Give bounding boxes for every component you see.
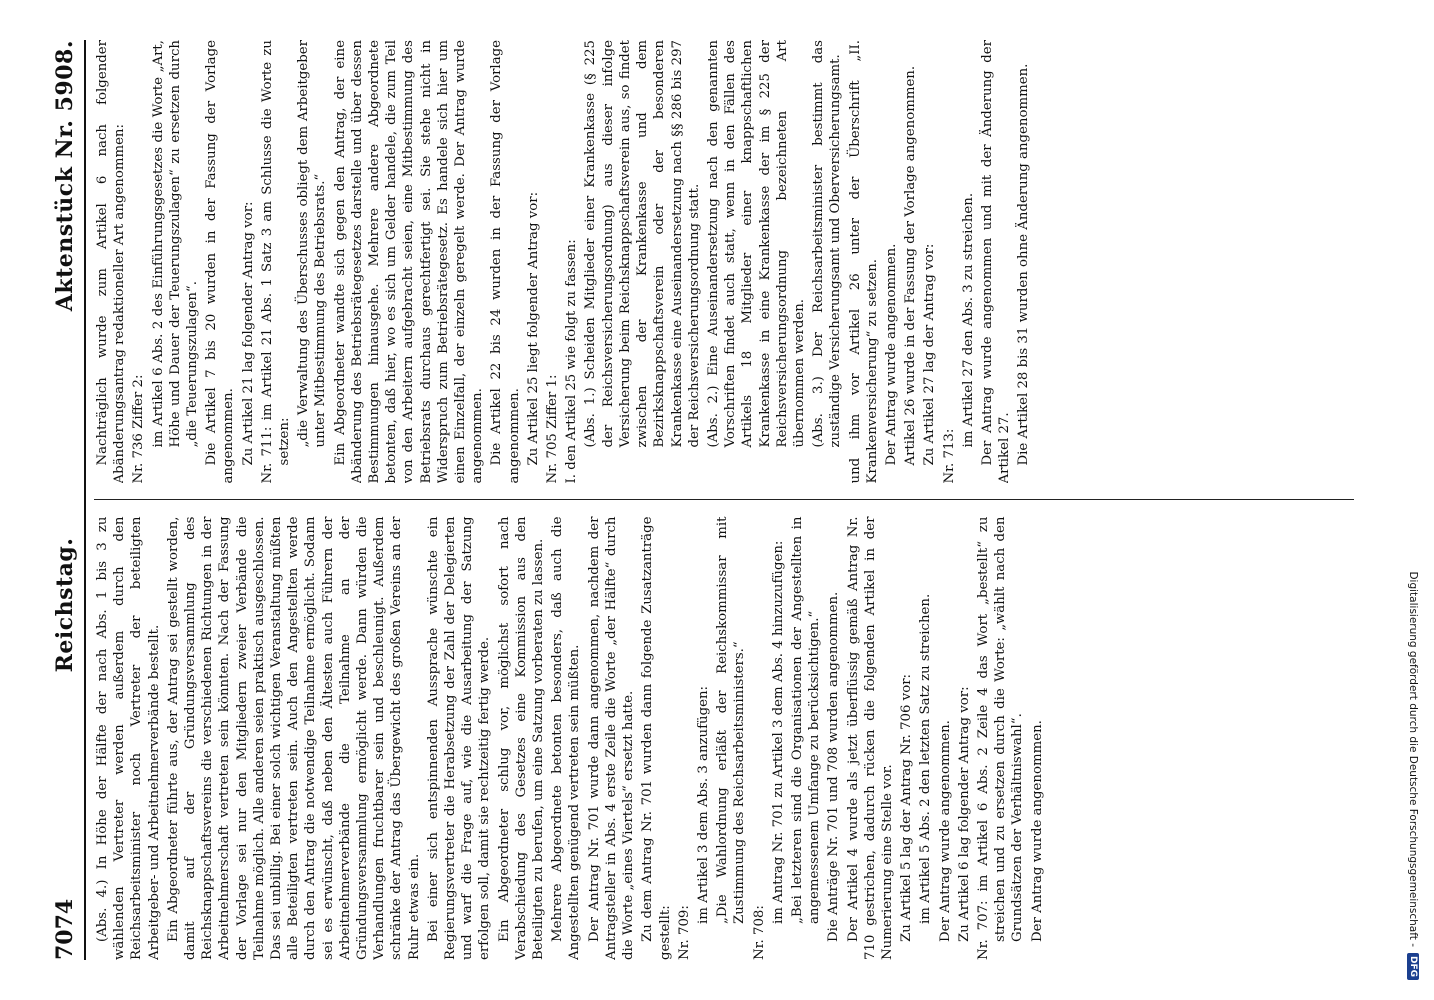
paragraph: Nr. 711: im Artikel 21 Abs. 1 Satz 3 am Schlusse die Worte zu setzen: [259, 40, 293, 484]
paragraph: Ein Abgeordneter wandte sich gegen den Antrag, der eine Abänderung des Betriebsrätegesetzes darstelle und über dessen Bestimmungen hinausgehe. Mehrere andere Abgeordnete betonten, daß hier, wo es sich um Gelder handele, die zum Teil von den Arbeitern aufgebracht seien, eine Mitbestimmung des Betriebsrats durchaus gerechtfertigt sei. Sie stehe nicht in Widerspruch zum Betriebsrätegesetz. Es handele sich hier um einen Einzelfall, der einzeln geregelt werde. Der Antrag wurde angenommen. [332, 40, 486, 484]
paragraph: Der Antrag wurde angenommen und mit der Änderung der Artikel 27. [979, 40, 1013, 484]
paragraph: Ein Abgeordneter führte aus, der Antrag sei gestellt worden, damit auf der Gründungsversammlung des Reichsknappschaftsvereins die verschiedenen Richtungen in der Arbeitnehmerschaft vertreten sein könnten. Nach der Fassung der Vorlage sei nur den Mitgliedern zweier Verbände die Teilnahme möglich. Alle anderen seien praktisch ausgeschlossen. Das sei unbillig. Bei einer solch wichtigen Veranstaltung müßten alle Beteiligten vertreten sein. Auch den Angestellten werde durch den Antrag die notwendige Teilnahme ermöglicht. Sodann sei es erwünscht, daß neben den Ältesten auch Führern der Arbeitnehmerverbände die Teilnahme an der Gründungsversammlung ermöglicht werde. Dann würden die Verhandlungen fruchtbarer sein und beschleunigt. Außerdem schränke der Antrag das Übergewicht des großen Vereins an der Ruhr etwas ein. [165, 516, 422, 960]
right-column [94, 40, 1354, 484]
paragraph: (Abs. 3.) Der Reichsarbeitsminister bestimmt das zuständige Versicherungsamt und Oberversicherungsamt. [811, 40, 844, 448]
left-column [94, 517, 1354, 961]
paragraph: im Artikel 3 dem Abs. 3 anzufügen: [695, 686, 711, 924]
header-left-title: Reichstag. [52, 537, 78, 673]
paragraph: Die Anträge Nr. 701 und 708 wurden angenommen. [826, 591, 842, 942]
paragraph: Der Antrag wurde angenommen. [1029, 720, 1045, 942]
header-right-title: Aktenstück Nr. 5908. [52, 40, 78, 312]
paragraph: Die Artikel 22 bis 24 wurden in der Fassung der Vorlage angenommen. [489, 40, 522, 484]
dfg-logo: DFG [1407, 953, 1419, 980]
paragraph: I. den Artikel 25 wie folgt zu fassen: [564, 239, 580, 484]
paragraph: und ihm vor Artikel 26 unter der Überschrift „II. Krankenversicherung“ zu setzen. [847, 40, 880, 484]
paragraph: Der Artikel 4 wurde als jetzt überflüssig gemäß Antrag Nr. 710 gestrichen, dadurch rücken die folgenden Artikel in der Numerierung eine Stelle vor. [845, 516, 895, 960]
paragraph: (Abs. 2.) Eine Auseinandersetzung nach den genannten Vorschriften findet auch statt, wenn in den Fällen des Artikels 18 Mitglieder einer knappschaftlichen Krankenkasse in eine Krankenkasse der im § 225 der Reichsversicherungsordnung bezeichneten Art übernommen werden. [705, 40, 807, 448]
paragraph: (Abs. 4.) In Höhe der Hälfte der nach Abs. 1 bis 3 zu wählenden Vertreter werden außerdem durch den Reichsarbeitsminister noch Vertreter der beteiligten Arbeitgeber- und Arbeitnehmerverbände bestellt. [95, 516, 162, 960]
paragraph: im Antrag Nr. 701 zu Artikel 3 dem Abs. 4 hinzuzufügen: [770, 540, 786, 924]
quotation: „Die Wahlordnung erläßt der Reichskommissar mit Zustimmung des Reichsarbeitsministers.“ [715, 516, 748, 924]
paragraph: Der Antrag Nr. 701 wurde dann angenommen, nachdem der Antragsteller in Abs. 4 erste Zeile die Worte „der Hälfte“ durch die Worte „eines Viertels“ ersetzt hatte. [586, 516, 637, 960]
paragraph: Artikel 26 wurde in der Fassung der Vorlage angenommen. [903, 65, 919, 466]
motion-number: Nr. 713: [941, 428, 957, 484]
column-divider [94, 500, 1354, 501]
credit-text: Digitalisierung gefördert durch die Deutsche Forschungsgemeinschaft - [1407, 571, 1419, 947]
quotation: „Bei letzteren sind die Organisationen der Angestellten in angemessenem Umfange zu berücksichtigen.“ [789, 516, 823, 924]
paragraph: Die Artikel 28 bis 31 wurden ohne Änderung angenommen. [1016, 63, 1032, 466]
paragraph: Nr. 707: im Artikel 6 Abs. 2 Zeile 4 das Wort „bestellt“ zu streichen und zu ersetzen durch die Worte: „wählt nach den Grundsätzen der Verhältniswahl“. [975, 516, 1026, 960]
paragraph: im Artikel 6 Abs. 2 des Einführungsgesetzes die Worte „Art, Höhe und Dauer der Teuerungszulagen“ zu ersetzen durch „die Teuerungszulagen“. [150, 40, 201, 448]
page-header [52, 40, 86, 960]
paragraph: Zu Artikel 25 liegt folgender Antrag vor: [525, 191, 541, 466]
paragraph: Ein Abgeordneter schlug vor, möglichst sofort nach Verabschiedung des Gesetzes eine Kommission aus den Beteiligten zu berufen, um eine Satzung vorberaten zu lassen. [496, 516, 547, 960]
paragraph: Der Antrag wurde angenommen. [937, 720, 953, 942]
motion-number: Nr. 705 Ziffer 1: [545, 374, 561, 484]
paragraph: (Abs. 1.) Scheiden Mitglieder einer Krankenkasse (§ 225 der Reichsversicherungsordnung) aus dieser infolge Versicherung beim Reichsknappschaftsverein aus, so findet zwischen der Krankenkasse und dem Bezirksknappschaftsverein oder der besonderen Krankenkasse eine Auseinandersetzung nach §§ 286 bis 297 der Reichsversicherungsordnung statt. [583, 40, 702, 448]
paragraph: Die Artikel 7 bis 20 wurden in der Fassung der Vorlage angenommen. [204, 40, 237, 484]
paragraph: Zu Artikel 5 lag der Antrag Nr. 706 vor: [899, 673, 915, 942]
quotation: „die Verwaltung des Überschusses obliegt dem Arbeitgeber unter Mitbestimmung des Betriebsrats.“ [296, 40, 329, 448]
motion-number: Nr. 709: [676, 905, 692, 960]
paragraph: Bei einer sich entspinnenden Aussprache wünschte ein Regierungsvertreter die Herabsetzung der Zahl der Delegierten und warf die Frage auf, wie die Ausarbeitung der Satzung erfolgen soll, damit sie rechtzeitig fertig werde. [425, 516, 493, 960]
paragraph: Mehrere Abgeordnete betonten besonders, daß auch die Angestellten genügend vertreten sein müßten. [550, 516, 583, 960]
paragraph: Zu Artikel 6 lag folgender Antrag vor: [956, 686, 972, 942]
paragraph: Der Antrag wurde angenommen. [883, 243, 899, 466]
paragraph: im Artikel 27 den Abs. 3 zu streichen. [960, 192, 976, 448]
motion-number: Nr. 736 Ziffer 2: [131, 374, 147, 484]
paragraph: im Artikel 5 Abs. 2 den letzten Satz zu streichen. [918, 593, 934, 924]
rotated-document-page [40, 0, 1390, 1000]
page-number: 7074 [52, 898, 78, 960]
paragraph: Zu Artikel 27 lag der Antrag vor: [922, 243, 938, 466]
motion-number: Nr. 708: [751, 905, 767, 960]
paragraph: Zu dem Antrag Nr. 701 wurden dann folgende Zusatzanträge gestellt: [640, 516, 673, 960]
paragraph: Zu Artikel 21 lag folgender Antrag vor: [240, 201, 256, 466]
paragraph: Nachträglich wurde zum Artikel 6 nach folgender Abänderungsantrag redaktioneller Art angenommen: [95, 40, 128, 484]
digitization-credit [1402, 0, 1424, 1000]
